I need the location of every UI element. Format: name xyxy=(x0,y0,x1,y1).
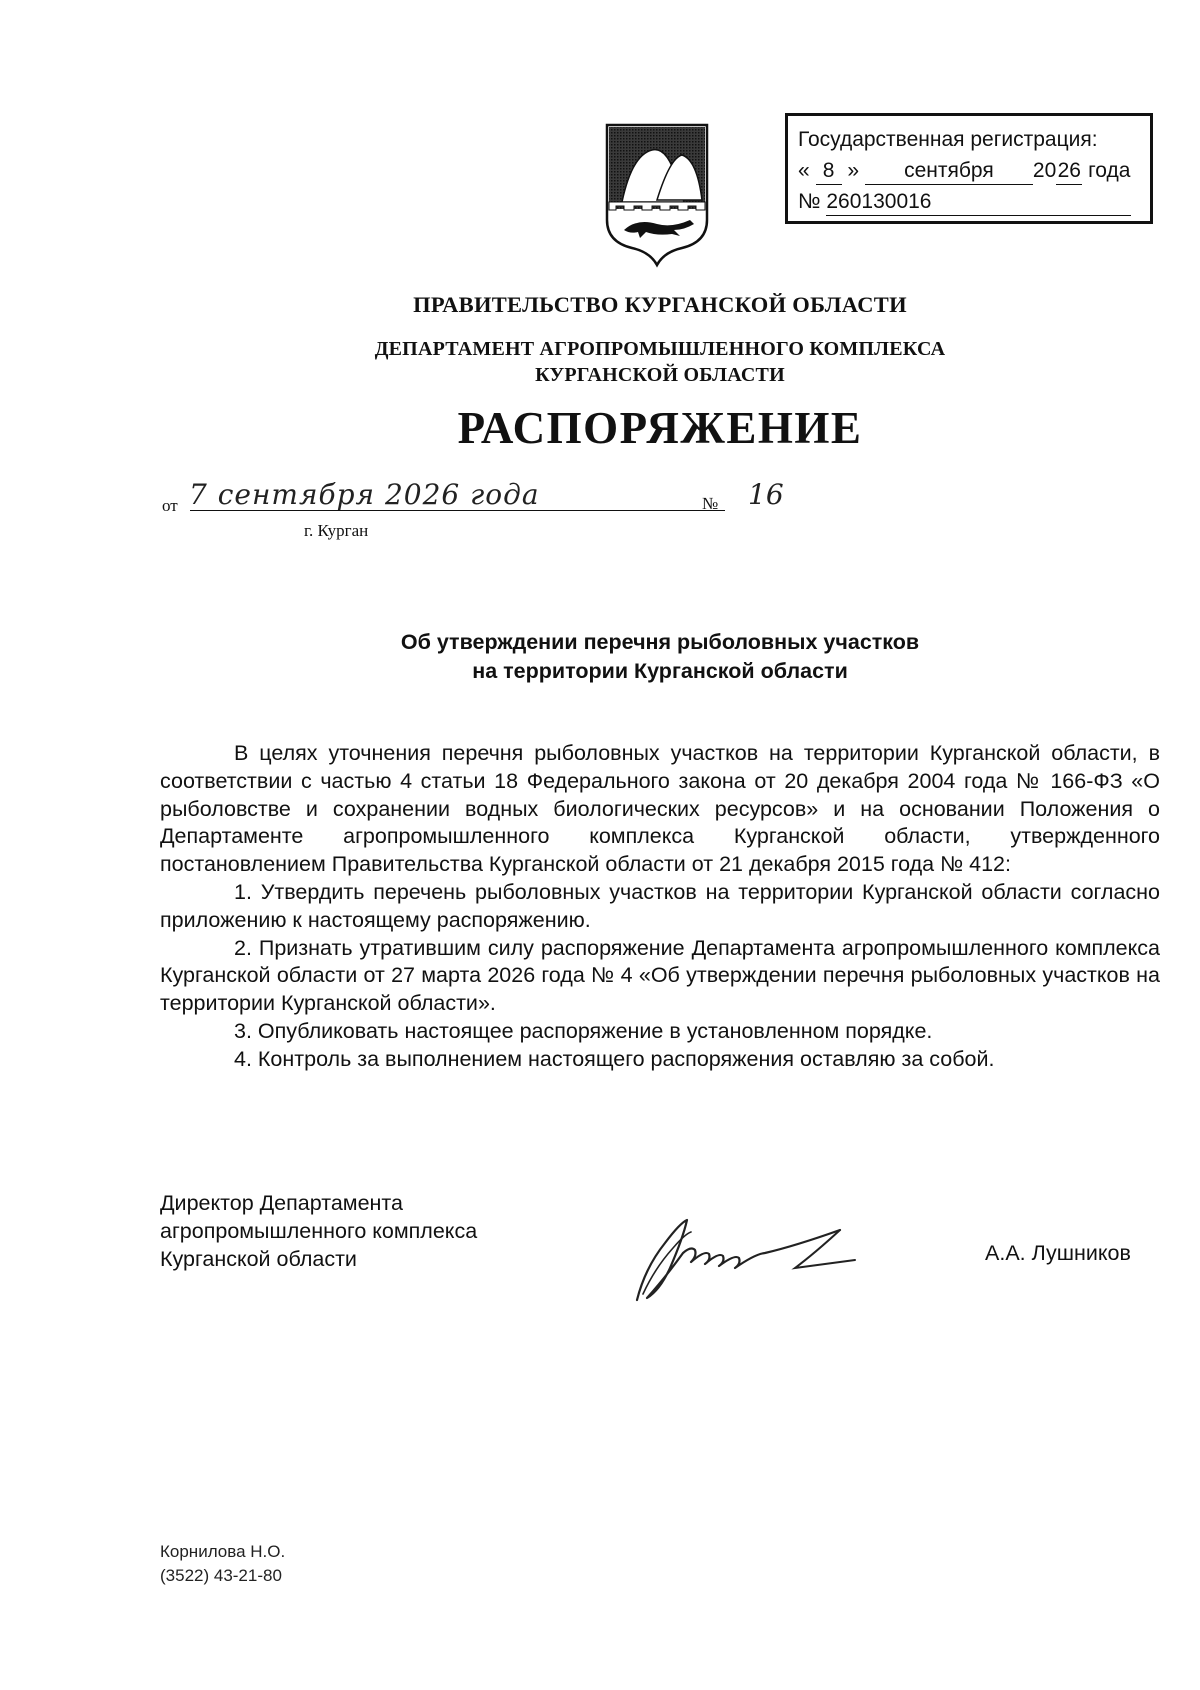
registration-day: 8 xyxy=(816,158,842,185)
date-underline xyxy=(190,510,725,511)
body-item-4: 4. Контроль за выполнением настоящего распоряжения оставляю за собой. xyxy=(234,1046,995,1071)
subject-line1: Об утверждении перечня рыболовных участков xyxy=(400,630,920,654)
department-title-line1: ДЕПАРТАМЕНТ АГРОПРОМЫШЛЕННОГО КОМПЛЕКСА xyxy=(374,338,946,360)
body-item-3: 3. Опубликовать настоящее распоряжение в установленном порядке. xyxy=(234,1018,933,1043)
handwritten-date: 7 сентября 2026 года xyxy=(189,478,540,511)
body-item-2: 2. Признать утратившим силу распоряжение Департамента агропромышленного комплекса Курганской области от 27 марта 2026 года № 4 «Об утверждении перечня рыболовных участков на территории Курганской области». xyxy=(160,935,1160,1016)
registration-day-open: « xyxy=(798,159,810,182)
number-label: № xyxy=(702,494,719,513)
subject-line2: на территории Курганской области xyxy=(472,659,848,683)
registration-year-word: года xyxy=(1088,159,1131,182)
registration-number-line xyxy=(798,186,1150,217)
document-subject xyxy=(0,628,1200,686)
signer-position-line3: Курганской области xyxy=(160,1247,357,1271)
registration-year-suffix: 26 xyxy=(1056,158,1082,185)
document-body xyxy=(160,740,1160,1074)
registration-year-prefix: 20 xyxy=(1032,159,1057,182)
executor-phone: (3522) 43-21-80 xyxy=(160,1566,282,1585)
document-date-line xyxy=(162,474,784,524)
registration-stamp xyxy=(785,113,1153,224)
city: г. Курган xyxy=(304,521,369,540)
signer-name: А.А. Лушников xyxy=(985,1241,1131,1265)
coat-of-arms-icon xyxy=(602,120,712,270)
department-title xyxy=(0,336,1200,388)
preamble-paragraph: В целях уточнения перечня рыболовных участков на территории Курганской области, в соответствии с частью 4 статьи 18 Федерального закона от 20 декабря 2004 года № 166-ФЗ «О рыболовстве и сохранении водных биологических ресурсов» и на основании Положения о Департаменте агропромышленного комплекса Курганской области, утвержденного постановлением Правительства Курганской области от 21 декабря 2015 года № 412: xyxy=(160,741,1160,877)
executor-name: Корнилова Н.О. xyxy=(160,1542,286,1561)
registration-month: сентября xyxy=(865,158,1033,185)
registration-day-close: » xyxy=(847,159,860,182)
registration-number-label: № xyxy=(798,190,821,213)
document-type: РАСПОРЯЖЕНИЕ xyxy=(457,403,863,453)
registration-number: 260130016 xyxy=(826,189,1131,216)
registration-date xyxy=(798,155,1150,186)
department-title-line2: КУРГАНСКОЙ ОБЛАСТИ xyxy=(535,364,785,386)
handwritten-number: 16 xyxy=(748,478,784,511)
registration-title: Государственная регистрация: xyxy=(798,128,1098,151)
government-title: ПРАВИТЕЛЬСТВО КУРГАНСКОЙ ОБЛАСТИ xyxy=(413,292,907,317)
date-prefix: от xyxy=(162,496,178,515)
handwritten-signature xyxy=(625,1198,870,1308)
body-item-1: 1. Утвердить перечень рыболовных участков на территории Курганской области согласно приложению к настоящему распоряжению. xyxy=(160,879,1160,932)
executor-info xyxy=(160,1540,285,1588)
signer-position-line2: агропромышленного комплекса xyxy=(160,1219,478,1243)
signer-position-line1: Директор Департамента xyxy=(160,1191,403,1215)
signer-position xyxy=(160,1189,580,1273)
